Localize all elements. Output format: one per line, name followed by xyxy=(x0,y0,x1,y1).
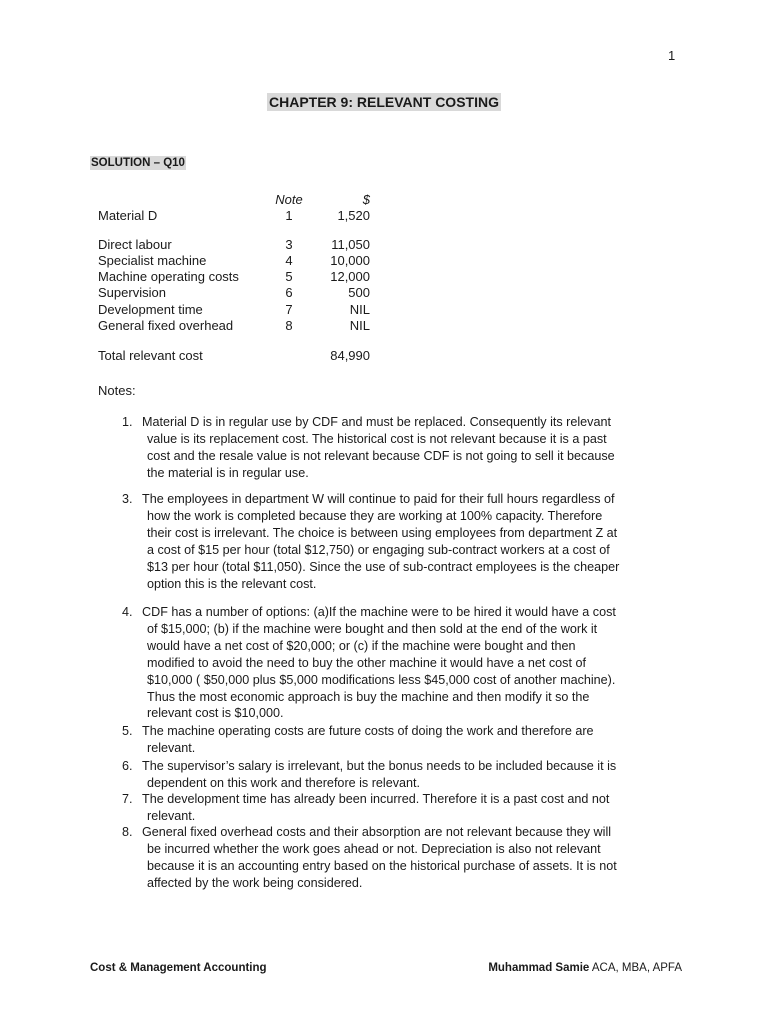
row-label: Machine operating costs xyxy=(98,269,239,285)
note-line: Material D is in regular use by CDF and must be replaced. Consequently its relevant xyxy=(142,415,611,429)
footer-right xyxy=(488,962,682,974)
row-amount: NIL xyxy=(349,318,370,334)
table-row xyxy=(98,285,370,301)
note-line: dependent on this work and therefore is relevant. xyxy=(147,775,421,790)
total-row xyxy=(98,348,370,364)
note-line: relevant cost is $10,000. xyxy=(147,706,284,721)
note-first-line xyxy=(122,758,722,775)
note-number: 7. xyxy=(122,792,133,806)
note-line: the material is in regular use. xyxy=(147,465,309,480)
note-number: 5. xyxy=(122,724,133,738)
note-number: 4. xyxy=(122,605,133,619)
row-amount: 10,000 xyxy=(330,252,370,268)
row-amount: 1,520 xyxy=(337,208,370,224)
row-amount: 12,000 xyxy=(330,269,370,285)
footer-author-credentials: ACA, MBA, APFA xyxy=(591,962,682,974)
cost-table xyxy=(98,192,370,365)
solution-label xyxy=(90,157,186,169)
note-number: 8. xyxy=(122,825,133,839)
chapter-title-text: CHAPTER 9: RELEVANT COSTING xyxy=(269,94,499,110)
note-item xyxy=(122,824,702,892)
row-note: 1 xyxy=(285,208,293,224)
note-item xyxy=(122,791,702,825)
note-number: 6. xyxy=(122,759,133,773)
row-amount: 500 xyxy=(348,285,370,301)
row-note: 4 xyxy=(285,252,293,268)
row-amount: 11,050 xyxy=(331,236,370,252)
note-number: 1. xyxy=(122,415,133,429)
header-label-cell xyxy=(98,192,260,208)
note-item xyxy=(122,414,702,482)
note-first-line xyxy=(122,604,702,621)
table-row xyxy=(98,237,370,253)
note-line: $10,000 ( $50,000 plus $5,000 modifications less $45,000 cost of another machine). xyxy=(147,672,616,687)
total-amount: 84,990 xyxy=(330,348,370,364)
note-line: would have a net cost of $20,000; or (c) if the machine were bought and then xyxy=(147,638,576,653)
note-first-line xyxy=(122,414,702,431)
row-amount: NIL xyxy=(349,301,370,317)
footer-author-name: Muhammad Samie xyxy=(488,962,590,974)
note-line: option this is the relevant cost. xyxy=(147,576,317,591)
row-label: Development time xyxy=(98,301,203,317)
header-note: Note xyxy=(275,192,303,207)
note-line: modified to avoid the need to buy the other machine it would have a net cost of xyxy=(147,655,586,670)
note-line: a cost of $15 per hour (total $12,750) or engaging sub-contract workers at a cost of xyxy=(147,542,610,557)
note-line: affected by the work being considered. xyxy=(147,875,363,890)
note-first-line xyxy=(122,791,702,808)
note-first-line xyxy=(122,723,702,740)
note-item xyxy=(122,758,722,792)
table-row xyxy=(98,269,370,285)
note-line: $13 per hour (total $11,050). Since the use of sub-contract employees is the cheaper xyxy=(147,559,620,574)
note-number: 3. xyxy=(122,492,133,506)
chapter-title xyxy=(0,94,768,112)
row-label: Direct labour xyxy=(98,236,172,252)
row-label: General fixed overhead xyxy=(98,318,234,334)
note-line: CDF has a number of options: (a)If the machine were to be hired it would have a cost xyxy=(142,605,616,619)
row-note: 5 xyxy=(285,269,293,285)
table-row xyxy=(98,208,370,224)
note-item xyxy=(122,604,702,722)
row-note: 8 xyxy=(285,318,293,334)
note-line: relevant. xyxy=(147,740,196,755)
note-item xyxy=(122,723,702,757)
note-line: of $15,000; (b) if the machine were bought and then sold at the end of the work it xyxy=(147,621,598,636)
row-label: Supervision xyxy=(98,285,166,301)
cost-table-header xyxy=(98,192,370,208)
note-line: General fixed overhead costs and their absorption are not relevant because they will xyxy=(142,825,612,839)
note-line: relevant. xyxy=(147,808,196,823)
note-line: value is its replacement cost. The historical cost is not relevant because it is a past xyxy=(147,431,607,446)
row-label: Specialist machine xyxy=(98,252,207,268)
total-label: Total relevant cost xyxy=(98,348,203,364)
note-line: The development time has already been incurred. Therefore it is a past cost and not xyxy=(142,792,610,806)
total-note-cell xyxy=(260,348,318,364)
solution-label-text: SOLUTION – Q10 xyxy=(91,157,185,169)
note-line: The supervisor’s salary is irrelevant, but the bonus needs to be included because it is xyxy=(142,759,617,773)
note-line: Thus the most economic approach is buy the machine and then modify it so the xyxy=(147,689,590,704)
table-row xyxy=(98,253,370,269)
note-line: The machine operating costs are future costs of doing the work and therefore are xyxy=(142,724,594,738)
row-note: 6 xyxy=(285,285,293,301)
note-line: be incurred whether the work goes ahead or not. Depreciation is also not relevant xyxy=(147,841,601,856)
notes-heading: Notes: xyxy=(98,383,136,398)
note-first-line xyxy=(122,824,702,841)
row-note: 3 xyxy=(285,236,293,252)
note-line: cost and the resale value is not relevant because CDF is not going to sell it because xyxy=(147,448,615,463)
note-line: their cost is irrelevant. The choice is between using employees from department Z at xyxy=(147,525,618,540)
table-row xyxy=(98,302,370,318)
note-line: The employees in department W will continue to paid for their full hours regardless of xyxy=(142,492,615,506)
note-line: because it is an accounting entry based on the historical purchase of assets. It is not xyxy=(147,858,617,873)
table-row xyxy=(98,318,370,334)
note-line: how the work is completed because they are working at 100% capacity. Therefore xyxy=(147,508,603,523)
page-number: 1 xyxy=(668,48,676,63)
footer-left: Cost & Management Accounting xyxy=(90,962,267,974)
note-first-line xyxy=(122,491,702,508)
row-label: Material D xyxy=(98,208,158,224)
note-item xyxy=(122,491,702,592)
row-note: 7 xyxy=(285,301,293,317)
header-amount: $ xyxy=(362,192,370,207)
